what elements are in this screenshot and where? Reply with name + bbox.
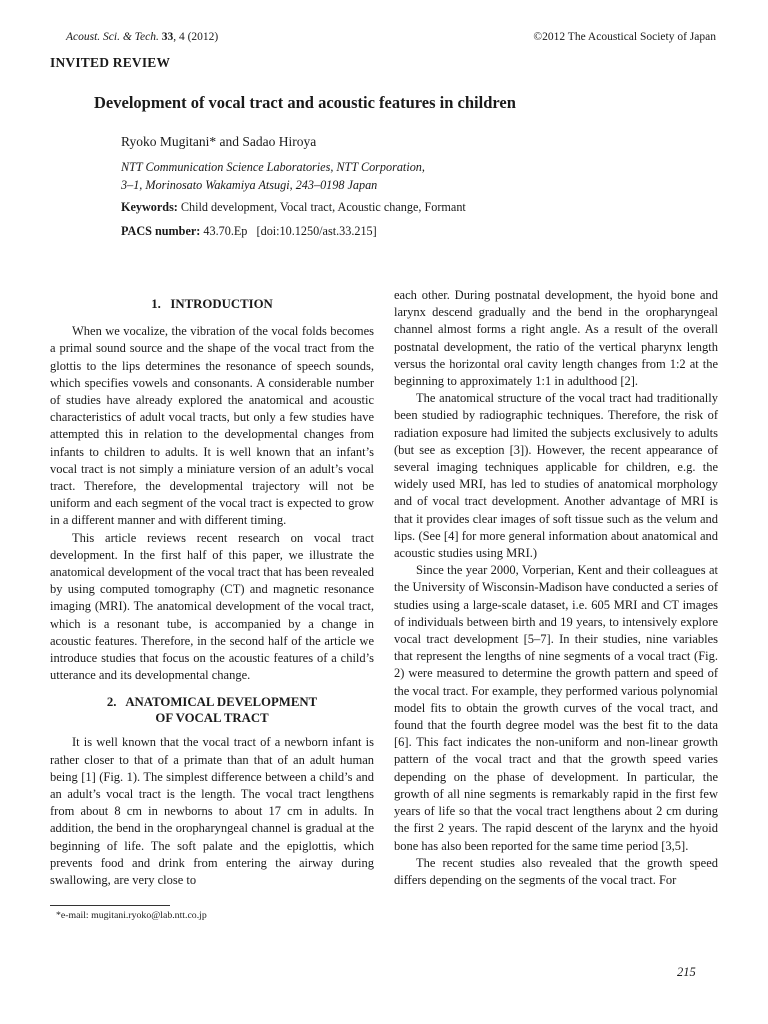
keywords-label: Keywords:	[121, 200, 178, 214]
journal-abbrev: Acoust. Sci. & Tech.	[66, 31, 159, 43]
running-head-journal	[66, 31, 218, 43]
right-column	[394, 287, 718, 889]
paragraph: It is well known that the vocal tract of a newborn infant is rather closer to that of a primate than that of an adult human being [1] (Fig. 1). The simplest difference between a child’s and an adult’s vocal tract is the length. The vocal tract lengthens from about 8 cm in newborns to about 17 cm in adults. In addition, the bend in the oropharyngeal channel is gradual at the beginning of life. The soft palate and the epiglottis, which prevents food and drink from entering the airway during swallowing, are very close to	[50, 735, 374, 888]
pacs-value: 43.70.Ep [doi:10.1250/ast.33.215]	[203, 224, 377, 238]
article-type: INVITED REVIEW	[50, 55, 171, 70]
author-affiliation	[121, 158, 425, 194]
paragraph: each other. During postnatal development, the hyoid bone and larynx descend gradually and the bend in the oropharyngeal channel almost forms a right angle. As a result of the overall postnatal development, the ratio of the vertical pharynx length versus the horizontal oral cavity length changes from 1:2 at the beginning to approximately 1:1 in adulthood [2].	[394, 288, 718, 389]
paragraph: The anatomical structure of the vocal tract had traditionally been studied by radiographic techniques. Therefore, the risk of radiation exposure had limited the subjects exclusively to adults (but see as exception [3]). However, the recent appearance of several imaging techniques applicable for children, e.g. the widely used MRI, has led to studies of anatomical morphology and of vocal tract development. Another advantage of MRI is that it provides clear images of soft tissue such as the velum and lips. (See [4] for more general information about anatomical and acoustic studies using MRI.)	[394, 391, 718, 561]
paragraph: Since the year 2000, Vorperian, Kent and their colleagues at the University of Wisconsin-Madison have conducted a series of studies using a large-scale dataset, i.e. 605 MRI and CT images of individuals between birth and 19 years, to intensively explore vocal tract development [5–7]. In their studies, nine variables that represent the lengths of nine segments of a vocal tract (Fig. 2) were measured to determine the growth pattern and speed of the vocal tract. For example, they performed various polynomial model fits to obtain the growth curves of the vocal tract, and found that the fourth degree model was the best fit to the data [6]. This fact indicates the non-uniform and non-linear growth pattern of the vocal tract and that the growth speed varies depending on the phase of development. In particular, the growth of all nine segments is remarkably rapid in the first few years of life so that the vocal tract lengthens about 2 cm during the first 2 years. The rapid descent of the larynx and the hyoid bone has also been reported for the same time period [3,5].	[394, 563, 718, 853]
left-column	[50, 296, 374, 889]
running-head-copyright: ©2012 The Acoustical Society of Japan	[533, 31, 716, 43]
page-number: 215	[677, 965, 696, 979]
pacs-label: PACS number:	[121, 224, 201, 238]
article-title: Development of vocal tract and acoustic features in children	[94, 93, 516, 112]
affiliation-line-2: 3–1, Morinosato Wakamiya Atsugi, 243–0198 Japan	[121, 178, 378, 192]
section-heading-introduction: 1. INTRODUCTION	[151, 297, 273, 311]
paragraph: When we vocalize, the vibration of the vocal folds becomes a primal sound source and the shape of the vocal tract from the glottis to the lips determines the resonance of speech sounds, which specifies vowels and consonants. A considerable number of studies have already explored the anatomical and acoustic characteristics of adult vocal tracts, but only a few studies have attempted this in relation to the developmental changes from infants to children to adults. It is well known that an infant’s vocal tract is not simply a miniature version of an adult’s vocal tract. Therefore, the developmental trajectory will not be uniform and each segment of the vocal tract is expected to grow in a different manner and with different timing.	[50, 324, 374, 528]
footnote-divider	[50, 905, 170, 906]
section-heading-anatomical-development	[50, 694, 374, 726]
paragraph: This article reviews recent research on vocal tract development. In the first half of this paper, we illustrate the anatomical development of the vocal tract that has been revealed by using computed tomography (CT) and magnetic resonance imaging (MRI). The anatomical development of the vocal tract, which is a resonant tube, is accompanied by a change in acoustic features. Therefore, in the second half of the article we introduce studies that focus on the acoustic features of a child’s utterance and its developmental change.	[50, 530, 374, 683]
footnote-email: *e-mail: mugitani.ryoko@lab.ntt.co.jp	[56, 910, 207, 921]
journal-issue-year: , 4 (2012)	[173, 31, 219, 43]
article-authors: Ryoko Mugitani* and Sadao Hiroya	[121, 134, 317, 149]
keywords-value: Child development, Vocal tract, Acoustic change, Formant	[180, 200, 466, 214]
section-heading-line-1: 2. ANATOMICAL DEVELOPMENT	[106, 695, 318, 710]
keywords	[121, 200, 466, 215]
paragraph: The recent studies also revealed that the growth speed differs depending on the segments of the vocal tract. For	[394, 855, 718, 887]
pacs-number	[121, 224, 377, 239]
journal-volume: 33	[161, 31, 174, 43]
affiliation-line-1: NTT Communication Science Laboratories, NTT Corporation,	[121, 160, 425, 174]
section-heading-line-2: OF VOCAL TRACT	[155, 711, 269, 726]
